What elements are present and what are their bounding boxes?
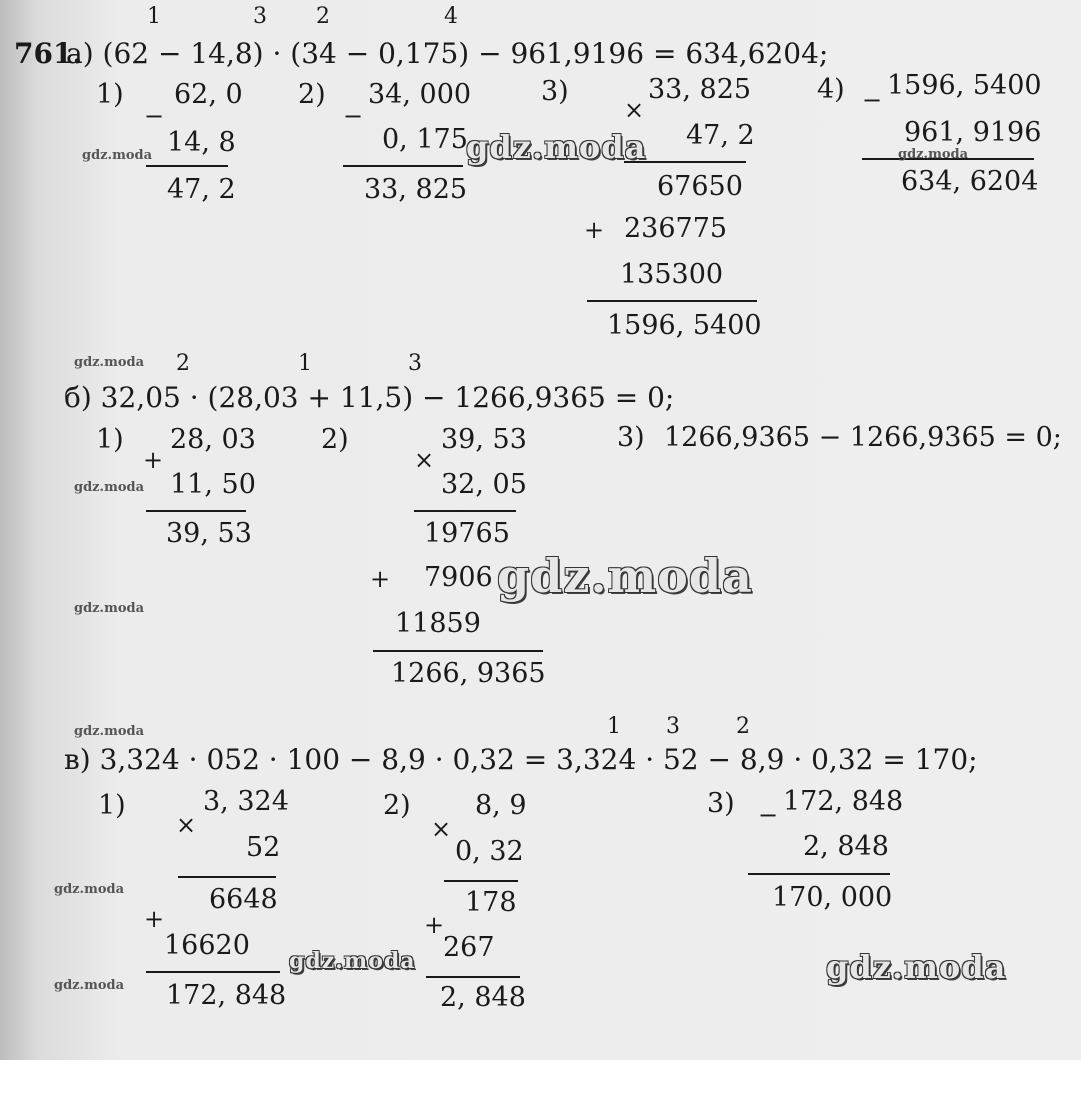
result-line — [587, 300, 757, 302]
operand-top: 28, 03 — [170, 424, 256, 455]
partial-product: 19765 — [424, 518, 510, 549]
result: 170, 000 — [772, 882, 893, 913]
operand-top: 172, 848 — [783, 786, 904, 817]
order-mark: 1 — [147, 4, 161, 29]
minus-sign: − — [862, 86, 883, 114]
partial-product: 6648 — [209, 884, 278, 915]
operand-top: 62, 0 — [174, 79, 243, 110]
watermark-small: gdz.moda — [898, 147, 969, 162]
operand-bottom: 0, 32 — [455, 836, 524, 867]
order-mark: 1 — [298, 351, 312, 376]
operand-top: 3, 324 — [203, 786, 289, 817]
result: 39, 53 — [166, 518, 252, 549]
plus-sign: + — [143, 446, 164, 474]
result: 2, 848 — [440, 982, 526, 1013]
order-mark: 2 — [316, 4, 330, 29]
step-label: 1) — [98, 790, 126, 821]
times-sign: × — [624, 96, 645, 124]
order-mark: 3 — [408, 351, 422, 376]
result-line — [178, 876, 276, 878]
step-label: 2) — [298, 79, 326, 110]
step-label: 2) — [321, 424, 349, 455]
result: 1266, 9365 — [391, 658, 546, 689]
step-label: 2) — [383, 790, 411, 821]
operand-top: 33, 825 — [648, 74, 752, 105]
partial-product: 11859 — [395, 608, 481, 639]
partial-product: 236775 — [624, 213, 728, 244]
result: 1596, 5400 — [607, 310, 762, 341]
partial-product: 178 — [465, 887, 517, 918]
problem-number: 761. — [14, 37, 83, 70]
step-label: 3) — [617, 422, 645, 453]
partial-product: 16620 — [164, 930, 250, 961]
watermark-large: gdz.moda — [289, 948, 416, 974]
result: 33, 825 — [364, 174, 468, 205]
order-mark: 2 — [736, 714, 750, 739]
step-label: 3) — [541, 76, 569, 107]
operand-top: 39, 53 — [441, 424, 527, 455]
watermark-small: gdz.moda — [74, 480, 145, 495]
order-mark: 1 — [607, 714, 621, 739]
result-line — [426, 976, 520, 978]
result-line — [373, 650, 543, 652]
operand-bottom: 961, 9196 — [904, 117, 1042, 148]
result-line — [414, 510, 516, 512]
result-line — [444, 880, 518, 882]
operand-bottom: 52 — [246, 832, 281, 863]
operand-bottom: 2, 848 — [803, 831, 889, 862]
watermark-small: gdz.moda — [54, 978, 125, 993]
plus-sign: + — [370, 565, 391, 593]
watermark-large: gdz.moda — [466, 128, 647, 166]
result: 172, 848 — [166, 980, 287, 1011]
order-mark: 2 — [176, 351, 190, 376]
step-label: 3) — [707, 788, 735, 819]
result-line — [146, 165, 228, 167]
plus-sign: + — [584, 216, 605, 244]
partial-product: 67650 — [657, 171, 743, 202]
watermark-small: gdz.moda — [74, 601, 145, 616]
step-expression: 1266,9365 − 1266,9365 = 0; — [664, 422, 1062, 453]
times-sign: × — [176, 811, 197, 839]
operand-top: 34, 000 — [368, 79, 472, 110]
partial-product: 135300 — [620, 259, 724, 290]
order-mark: 3 — [253, 4, 267, 29]
partial-product: 267 — [443, 932, 495, 963]
watermark-small: gdz.moda — [82, 148, 153, 163]
operand-top: 8, 9 — [475, 790, 527, 821]
watermark-small: gdz.moda — [74, 724, 145, 739]
operand-bottom: 11, 50 — [170, 469, 256, 500]
equation-b: б) 32,05 · (28,03 + 11,5) − 1266,9365 = 0; — [64, 381, 675, 414]
times-sign: × — [414, 446, 435, 474]
watermark-large: gdz.moda — [497, 549, 753, 603]
operand-bottom: 47, 2 — [686, 120, 755, 151]
step-label: 4) — [817, 74, 845, 105]
plus-sign: + — [144, 905, 165, 933]
result-line — [748, 873, 890, 875]
order-mark: 4 — [444, 4, 458, 29]
result-line — [146, 971, 280, 973]
step-label: 1) — [96, 424, 124, 455]
watermark-small: gdz.moda — [54, 882, 125, 897]
equation-c: в) 3,324 · 052 · 100 − 8,9 · 0,32 = 3,324 · 52 − 8,9 · 0,32 = 170; — [64, 743, 978, 776]
partial-product: 7906 — [424, 562, 493, 593]
page-bottom-margin — [0, 1060, 1081, 1097]
result: 47, 2 — [167, 174, 236, 205]
minus-sign: − — [758, 801, 779, 829]
minus-sign: − — [343, 102, 364, 130]
operand-bottom: 32, 05 — [441, 469, 527, 500]
result: 634, 6204 — [901, 166, 1039, 197]
watermark-large: gdz.moda — [826, 948, 1007, 986]
order-mark: 3 — [666, 714, 680, 739]
plus-sign: + — [424, 911, 445, 939]
operand-bottom: 0, 175 — [382, 124, 468, 155]
equation-a: а) (62 − 14,8) · (34 − 0,175) − 961,9196 = 634,6204; — [66, 37, 829, 70]
minus-sign: − — [144, 102, 165, 130]
watermark-small: gdz.moda — [74, 355, 145, 370]
step-label: 1) — [96, 79, 124, 110]
result-line — [343, 165, 463, 167]
times-sign: × — [431, 815, 452, 843]
operand-top: 1596, 5400 — [887, 70, 1042, 101]
result-line — [146, 510, 246, 512]
operand-bottom: 14, 8 — [167, 127, 236, 158]
